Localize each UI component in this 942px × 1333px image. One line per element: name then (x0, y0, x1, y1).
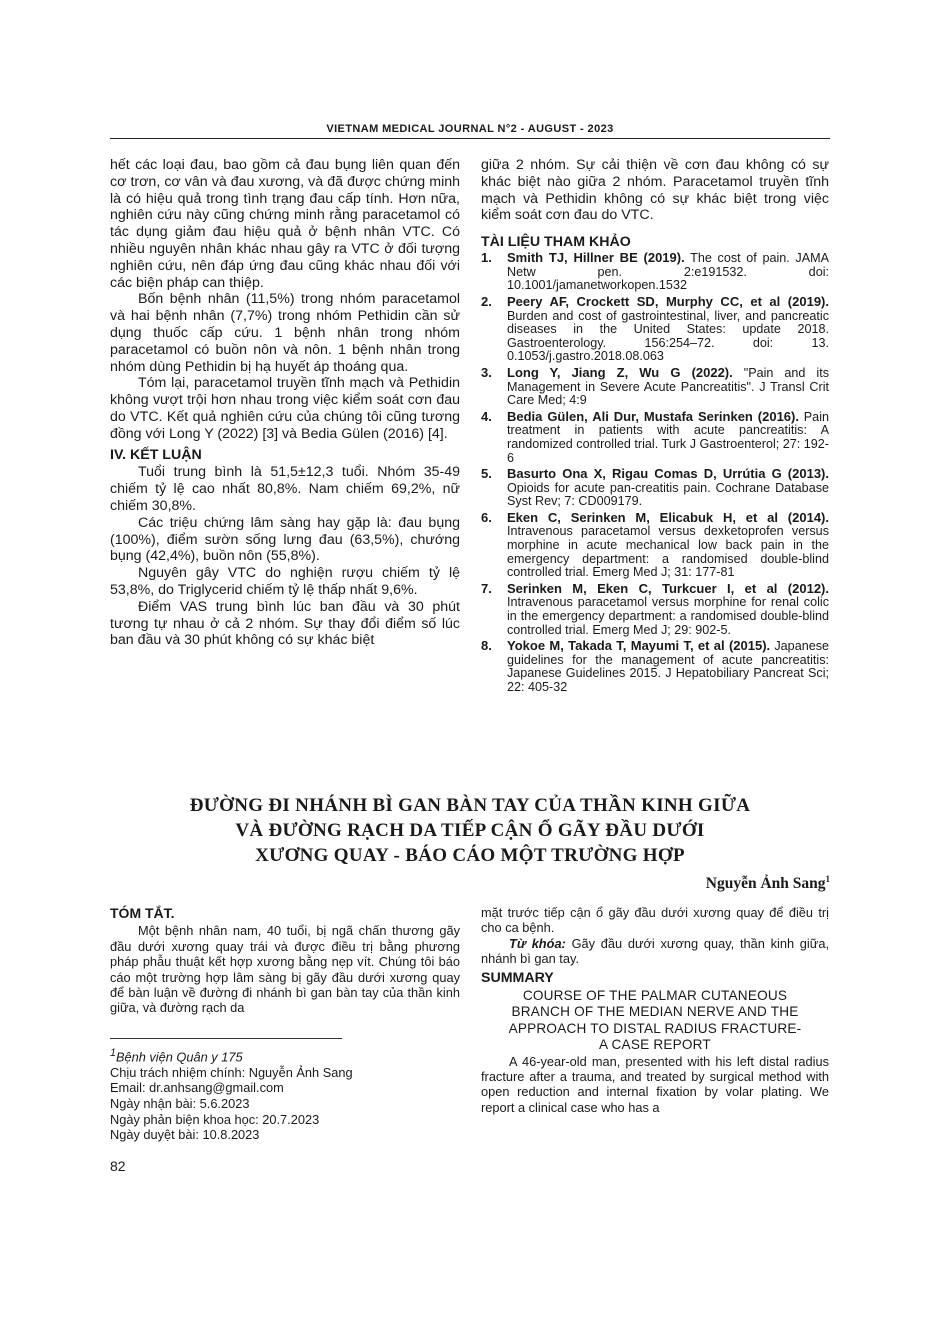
article-title (110, 793, 830, 868)
conclusion-paragraph-1: Tuổi trung bình là 51,5±12,3 tuổi. Nhóm 35-49 chiếm tỷ lệ cao nhất 80,8%. Nam chiếm 69,2%, nữ chiếm 30,8%. (110, 464, 460, 514)
conclusion-paragraph-4: Điểm VAS trung bình lúc ban đầu và 30 phút tương tự nhau ở cả 2 nhóm. Sự thay đổi điểm số lúc ban đầu và 30 phút không có sự khác biệt (110, 598, 460, 649)
left-paragraph-1: hết các loại đau, bao gồm cả đau bụng liên quan đến cơ trơn, cơ vân và đau xương, và đã được chứng minh là có hiệu quả trong tình trạng đau cấp tính. Hơn nữa, nghiên cứu này cũng chứng minh rằng paracetamol có tác dụng giảm đau hiệu quả ở bệnh nhân VTC. Có nhiều nguyên nhân khác nhau gây ra VTC ở đối tượng nghiên cứu, nên đáp ứng đau cũng khác nhau đối với các biện pháp can thiệp. (110, 157, 460, 291)
reference-list (481, 251, 829, 694)
footnote-affiliation: $^1$Bệnh viện Quân y 175 (110, 1047, 243, 1065)
conclusion-paragraph-3: Nguyên gây VTC do nghiện rượu chiếm tỷ lệ 53,8%, do Triglycerid chiếm tỷ lệ thấp nhất 9,6%. (110, 565, 460, 598)
footnote-corresponding: Chịu trách nhiệm chính: Nguyễn Ảnh Sang (110, 1064, 353, 1080)
conclusion-paragraph-2: Các triệu chứng lâm sàng hay gặp là: đau bụng (100%), điểm sườn sống lưng đau (63,5%), chướng bụng (42,4%), buồn nôn (55,8%). (110, 514, 460, 565)
abstract-right-column (481, 905, 829, 1115)
footnote-rule (110, 1038, 342, 1039)
journal-header: VIETNAM MEDICAL JOURNAL N°2 - AUGUST - 2023 (326, 123, 614, 135)
article-title-line-2: VÀ ĐƯỜNG RẠCH DA TIẾP CẬN Ổ GÃY ĐẦU DƯỚI (235, 820, 705, 841)
reference-item: 7. Serinken M, Eken C, Turkcuer I, et al (2012). Intravenous paracetamol versus morphine for renal colic in the emergency department: a randomised double-blind controlled trial. Emerg Med J; 29: 902-5. (481, 580, 829, 637)
article-title-line-1: ĐƯỜNG ĐI NHÁNH BÌ GAN BÀN TAY CỦA THẦN KINH GIỮA (189, 795, 751, 816)
author-name: Nguyễn Ảnh Sang$^1$ (705, 874, 830, 893)
conclusion-heading: IV. KẾT LUẬN (110, 446, 202, 463)
article-title-line-3: XƯƠNG QUAY - BÁO CÁO MỘT TRƯỜNG HỢP (255, 845, 685, 866)
page-number: 82 (110, 1158, 126, 1174)
reference-item: 4. Bedia Gülen, Ali Dur, Mustafa Serinken (2016). Pain treatment in patients with acute pancreatitis: A randomized controlled trial. Turk J Gastroenterol; 27: 192-6 (481, 408, 829, 465)
footnote-received: Ngày nhận bài: 5.6.2023 (110, 1096, 250, 1112)
abstract-vi (110, 906, 460, 1016)
reference-item: 3. Long Y, Jiang Z, Wu G (2022). "Pain and its Management in Severe Acute Pancreatitis". J Transl Crit Care Med; 4:9 (481, 364, 830, 408)
reference-item: 1. Smith TJ, Hillner BE (2019). The cost of pain. JAMA Netw pen. 2:e191532. doi: 10.1001/jamanetworkopen.1532 (481, 250, 830, 293)
references-heading: TÀI LIỆU THAM KHẢO (481, 234, 631, 251)
summary-title: COURSE OF THE PALMAR CUTANEOUS BRANCH OF THE MEDIAN NERVE AND THE APPROACH TO DISTAL RADIUS FRACTURE- A CASE REPORT (508, 988, 802, 1053)
summary-heading: SUMMARY (481, 969, 554, 986)
footnote-email: Email: dr.anhsang@gmail.com (110, 1080, 284, 1096)
summary-text: A 46-year-old man, presented with his left distal radius fracture after a trauma, and treated by surgical method with open reduction and internal fixation by volar plating. We report a clinical case who has a (481, 1053, 829, 1115)
reference-item: 6. Eken C, Serinken M, Elicabuk H, et al (2014). Intravenous paracetamol versus dexketoprofen versus morphine in acute mechanical low back pain in the emergency department: a randomised double-blind controlled trial. Emerg Med J; 31: 177-81 (481, 509, 829, 580)
footnote-accepted: Ngày duyệt bài: 10.8.2023 (110, 1127, 260, 1143)
footnote-reviewed: Ngày phản biện khoa học: 20.7.2023 (110, 1111, 320, 1127)
abstract-continuation: mặt trước tiếp cận ổ gãy đầu dưới xương quay để điều trị cho ca bệnh. (481, 905, 829, 936)
abstract-text: Một bệnh nhân nam, 40 tuổi, bị ngã chấn thương gãy đầu dưới xương quay trái và được điều trị bằng phương pháp phẫu thuật kết hợp xương bằng nẹp vít. Chúng tôi báo cáo một trường hợp lâm sàng bị gãy đầu dưới xương quay để bàn luận về đường đi nhánh bì gan bàn tay của thần kinh giữa, và đường rạch da (110, 923, 460, 1016)
header-rule (110, 138, 830, 139)
abstract-heading: TÓM TẮT. (110, 905, 175, 921)
left-paragraph-3: Tóm lại, paracetamol truyền tĩnh mạch và Pethidin không vượt trội hơn nhau trong việc kiểm soát cơn đau do VTC. Kết quả nghiên cứu của chúng tôi cũng tương đồng với Long Y (2022) [3] và Bedia Gülen (2016) [4]. (110, 375, 460, 442)
right-paragraph-1: giữa 2 nhóm. Sự cải thiện về cơn đau không có sự khác biệt nào giữa 2 nhóm. Paracetamol truyền tĩnh mạch và Pethidin không có sự khác biệt trong việc kiểm soát cơn đau do VTC. (481, 157, 829, 224)
left-paragraph-2: Bốn bệnh nhân (11,5%) trong nhóm paracetamol và hai bệnh nhân (7,7%) trong nhóm Pethidin cần sử dụng thuốc cấp cứu. 1 bệnh nhân trong nhóm paracetamol có buồn nôn và nôn. 1 bệnh nhân trong nhóm dùng Pethidin bị hạ huyết áp thoáng qua. (110, 291, 460, 375)
left-column (110, 157, 460, 649)
footnotes (110, 1046, 450, 1143)
right-column (481, 157, 829, 697)
reference-item: 8. Yokoe M, Takada T, Mayumi T, et al (2015). Japanese guidelines for the management of acute pancreatitis: Japanese Guidelines 2015. J Hepatobiliary Pancreat Sci; 22: 405-32 (481, 638, 830, 694)
reference-item: 2. Peery AF, Crockett SD, Murphy CC, et al (2019). Burden and cost of gastrointestinal, liver, and pancreatic diseases in the United States: update 2018. Gastroenterology. 156:254–72. doi: 13. 0.1053/j.gastro.2018.08.063 (481, 293, 829, 364)
keywords: Từ khóa: Gãy đầu dưới xương quay, thần kinh giữa, nhánh bì gan tay. (481, 935, 829, 967)
reference-item: 5. Basurto Ona X, Rigau Comas D, Urrútia G (2013). Opioids for acute pan-creatitis pain. Cochrane Database Syst Rev; 7: CD009179. (481, 466, 829, 509)
